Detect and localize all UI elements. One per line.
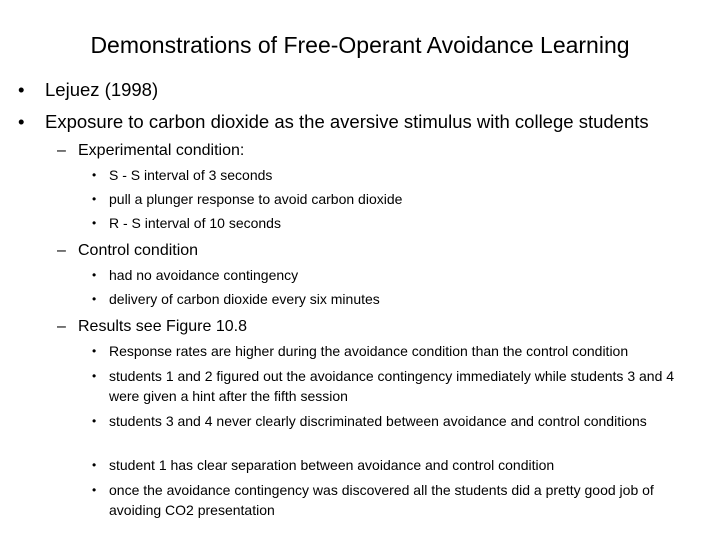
dash-icon: – <box>57 242 66 259</box>
list-item <box>92 214 704 234</box>
bullet-icon: • <box>92 216 97 230</box>
bullet-icon: • <box>92 344 97 358</box>
list-item-text: student 1 has clear separation between avoidance and control condition <box>109 457 555 473</box>
bullet-text: Exposure to carbon dioxide as the aversive stimulus with college students <box>45 111 649 132</box>
list-item <box>92 290 704 310</box>
slide-title: Demonstrations of Free-Operant Avoidance Learning <box>90 32 630 58</box>
bullet-icon: • <box>92 168 97 182</box>
list-item <box>92 166 704 186</box>
list-item-text: S - S interval of 3 seconds <box>109 167 273 183</box>
bullet-icon: • <box>92 192 97 206</box>
list-item <box>92 190 704 210</box>
list-item <box>92 481 704 520</box>
list-item-text: students 1 and 2 figured out the avoidance contingency immediately while students 3 and 4 were given a hint after the fifth session <box>109 368 675 404</box>
list-item-text: pull a plunger response to avoid carbon dioxide <box>109 191 403 207</box>
bullet-icon: • <box>18 79 25 100</box>
list-item-text: students 3 and 4 never clearly discriminated between avoidance and control conditions <box>109 413 647 429</box>
list-item-text: had no avoidance contingency <box>109 267 299 283</box>
list-item <box>92 412 704 432</box>
list-item <box>92 266 704 286</box>
list-item-text: R - S interval of 10 seconds <box>109 215 281 231</box>
dash-icon: – <box>57 142 66 159</box>
dash-icon: – <box>57 318 66 335</box>
bullet-icon: • <box>18 111 25 132</box>
list-item <box>92 456 704 476</box>
bullet-icon: • <box>92 292 97 306</box>
list-item-text: delivery of carbon dioxide every six minutes <box>109 291 380 307</box>
subheading-text: Results see Figure 10.8 <box>78 318 247 335</box>
bullet-icon: • <box>92 268 97 282</box>
subheading-text: Experimental condition: <box>78 142 245 159</box>
list-item-text: Response rates are higher during the avoidance condition than the control condition <box>109 343 629 359</box>
bullet-icon: • <box>92 414 97 428</box>
list-item <box>92 367 704 406</box>
bullet-text: Lejuez (1998) <box>45 79 159 100</box>
bullet-icon: • <box>92 458 97 472</box>
bullet-icon: • <box>92 369 97 383</box>
list-item-text: once the avoidance contingency was discovered all the students did a pretty good job of avoiding CO2 presentation <box>109 482 654 518</box>
list-item <box>92 342 704 362</box>
subheading-text: Control condition <box>78 242 199 259</box>
bullet-icon: • <box>92 483 97 497</box>
